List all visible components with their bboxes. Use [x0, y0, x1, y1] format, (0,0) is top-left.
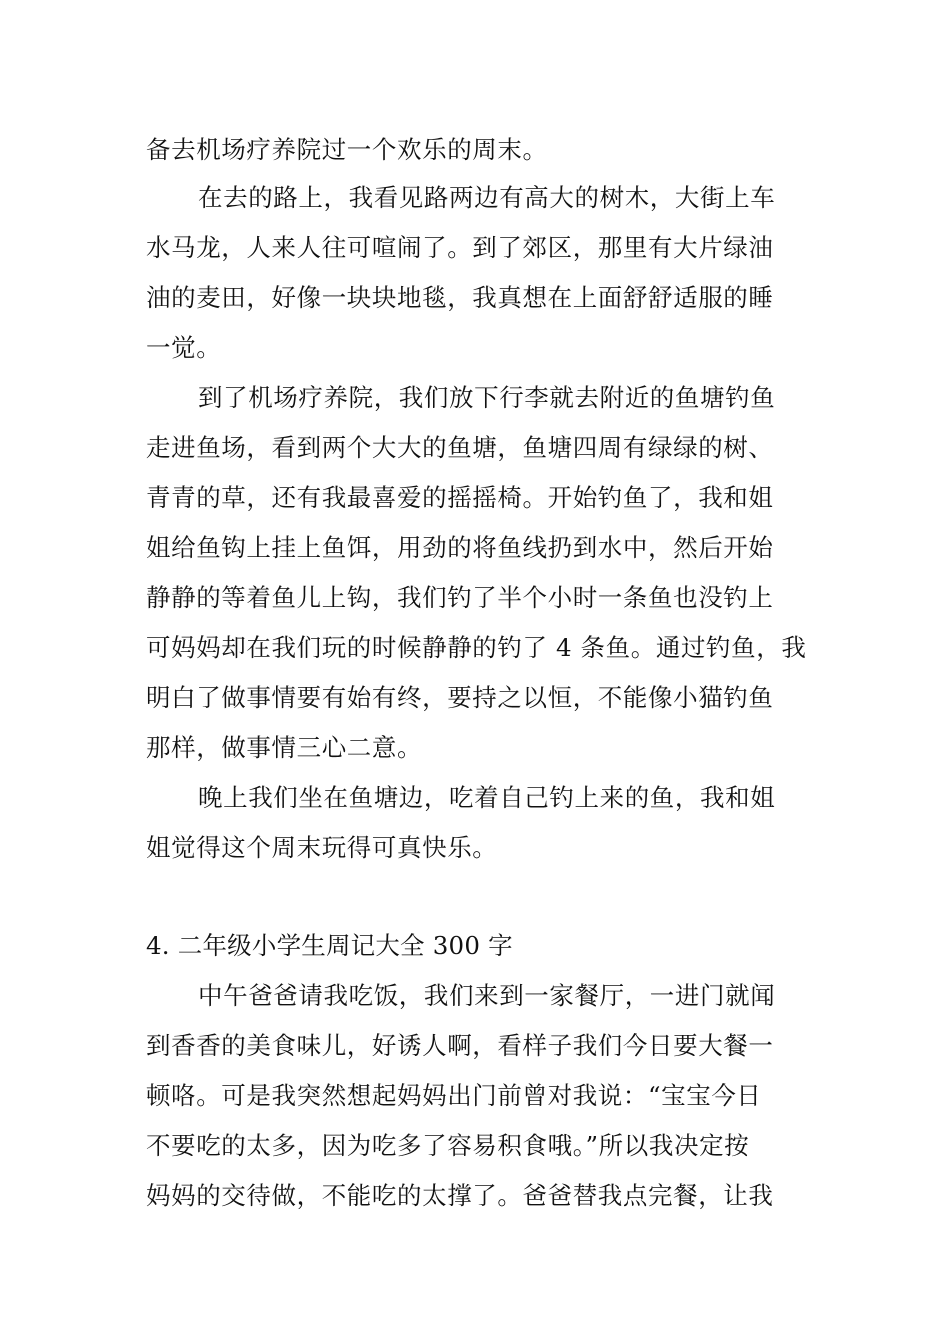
text-line: 姐觉得这个周末玩得可真快乐。 [146, 833, 498, 862]
text-line: 姐给鱼钩上挂上鱼饵，用劲的将鱼线扔到水中，然后开始 [146, 533, 774, 562]
text-line: 走进鱼场，看到两个大大的鱼塘，鱼塘四周有绿绿的树、 [146, 433, 774, 462]
text-line: 油的麦田，好像一块块地毯，我真想在上面舒舒适服的睡 [146, 283, 774, 312]
text-line: 水马龙，人来人往可喧闹了。到了郊区，那里有大片绿油 [146, 233, 774, 262]
text-line: 青青的草，还有我最喜爱的摇摇椅。开始钓鱼了，我和姐 [146, 483, 774, 512]
text-line: 妈妈的交待做，不能吃的太撑了。爸爸替我点完餐，让我 [146, 1181, 774, 1210]
text-line: 备去机场疗养院过一个欢乐的周末。 [146, 135, 548, 164]
text-line: 不要吃的太多，因为吃多了容易积食哦。”所以我决定按 [146, 1131, 750, 1160]
text-line: 晚上我们坐在鱼塘边，吃着自己钓上来的鱼，我和姐 [198, 783, 776, 812]
section-heading: 4. 二年级小学生周记大全 300 字 [146, 931, 513, 960]
text-line: 顿咯。可是我突然想起妈妈出门前曾对我说：“宝宝今日 [146, 1081, 762, 1110]
text-line: 到了机场疗养院，我们放下行李就去附近的鱼塘钓鱼 [198, 383, 776, 412]
text-line: 到香香的美食味儿，好诱人啊，看样子我们今日要大餐一 [146, 1031, 774, 1060]
text-line: 明白了做事情要有始有终，要持之以恒，不能像小猫钓鱼 [146, 683, 774, 712]
text-line: 静静的等着鱼儿上钩，我们钓了半个小时一条鱼也没钓上 [146, 583, 774, 612]
text-line: 一觉。 [146, 333, 222, 362]
text-line: 可妈妈却在我们玩的时候静静的钓了 4 条鱼。通过钓鱼，我 [146, 633, 807, 662]
text-line: 在去的路上，我看见路两边有高大的树木，大街上车 [198, 183, 776, 212]
text-line: 那样，做事情三心二意。 [146, 733, 423, 762]
text-line: 中午爸爸请我吃饭，我们来到一家餐厅，一进门就闻 [198, 981, 776, 1010]
